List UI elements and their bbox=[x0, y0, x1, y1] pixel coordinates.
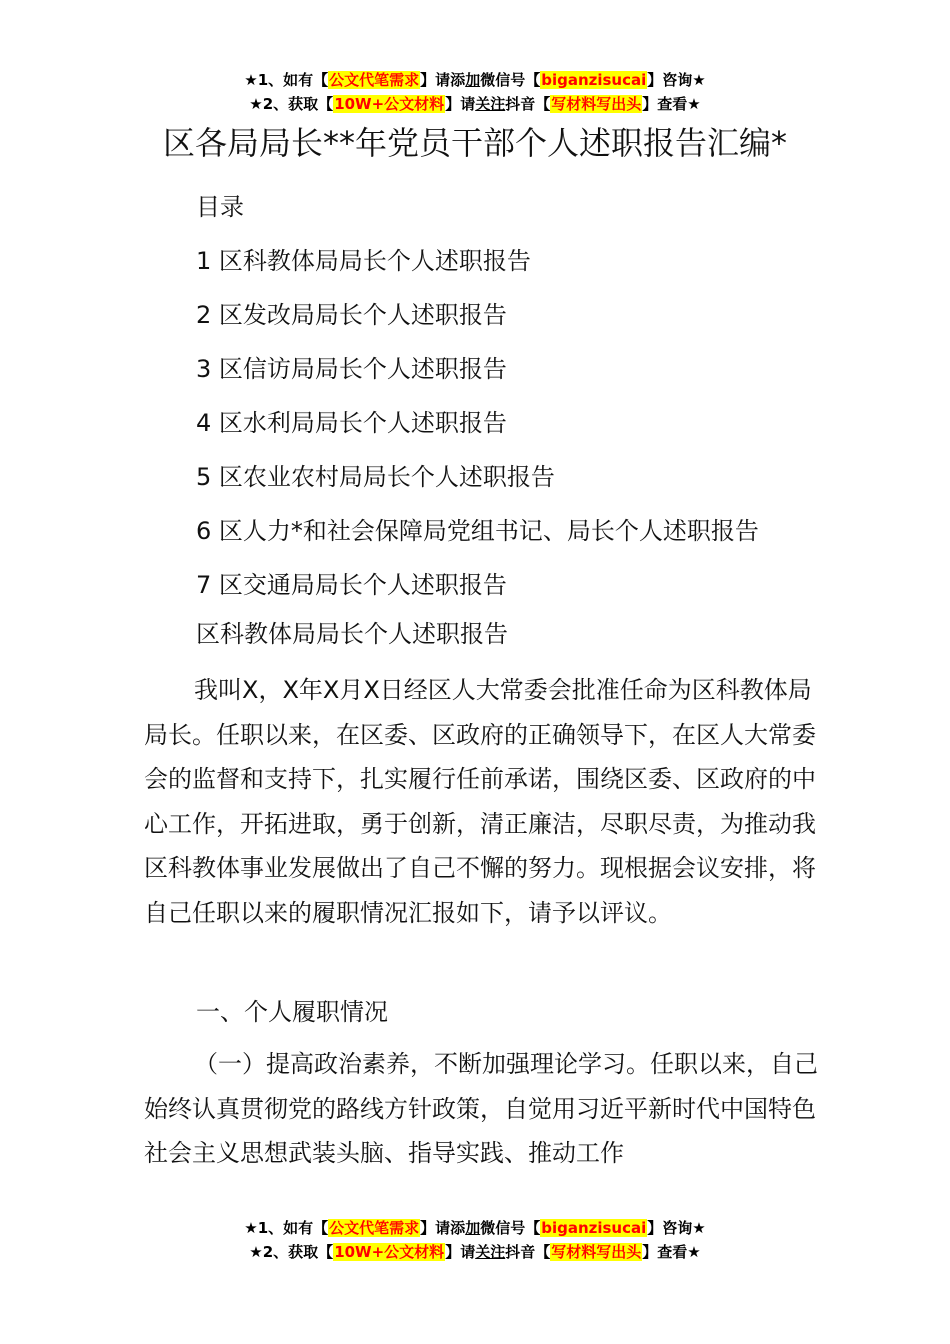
header-banner bbox=[0, 68, 950, 116]
banner-highlight: 写材料写出头 bbox=[551, 95, 642, 113]
banner-text: 抖音【 bbox=[505, 1243, 551, 1261]
banner-highlight: 写材料写出头 bbox=[551, 1243, 642, 1261]
banner-highlight: 10W+公文材料 bbox=[334, 1243, 445, 1261]
banner-emphasis: 加 bbox=[465, 1219, 481, 1237]
banner-highlight: biganzisucai bbox=[541, 1219, 647, 1237]
body-paragraph: （一）提高政治素养，不断加强理论学习。任职以来，自己始终认真贯彻党的路线方针政策，自觉用习近平新时代中国特色社会主义思想武装头脑、指导实践、推动工作 bbox=[144, 1050, 818, 1167]
toc-item: 2 区发改局局长个人述职报告 bbox=[196, 301, 507, 329]
banner-line-1: ★1、如有【公文代笔需求】请添加微信号【biganzisucai】咨询★ bbox=[244, 71, 706, 89]
banner-line-2 bbox=[0, 92, 950, 116]
banner-text: ★2、获取【 bbox=[249, 95, 334, 113]
banner-highlight: 10W+公文材料 bbox=[334, 95, 445, 113]
toc-item: 4 区水利局局长个人述职报告 bbox=[196, 409, 507, 437]
banner-text: 】查看★ bbox=[642, 1243, 701, 1261]
toc-item: 1 区科教体局局长个人述职报告 bbox=[196, 247, 531, 275]
document-title: 区各局局长**年党员干部个人述职报告汇编* bbox=[162, 124, 787, 162]
banner-text: 微信号【 bbox=[480, 1219, 541, 1237]
toc-item: 7 区交通局局长个人述职报告 bbox=[196, 571, 507, 599]
banner-highlight: 公文代笔需求 bbox=[329, 1219, 420, 1237]
banner-emphasis: 加 bbox=[465, 71, 481, 89]
banner-text: ★2、获取【 bbox=[249, 1243, 334, 1261]
banner-emphasis: 关注 bbox=[475, 1243, 506, 1261]
banner-text: ★1、如有【 bbox=[244, 1219, 329, 1237]
banner-text: 】请 bbox=[445, 1243, 476, 1261]
banner-highlight: 公文代笔需求 bbox=[329, 71, 420, 89]
banner-text: 】请 bbox=[445, 95, 476, 113]
toc-item: 5 区农业农村局局长个人述职报告 bbox=[196, 463, 555, 491]
banner-emphasis: 关注 bbox=[475, 95, 506, 113]
banner-line-1: ★1、如有【公文代笔需求】请添加微信号【biganzisucai】咨询★ bbox=[244, 1219, 706, 1237]
banner-text: 】咨询★ bbox=[647, 1219, 706, 1237]
table-of-contents bbox=[196, 180, 759, 612]
banner-text: 抖音【 bbox=[505, 95, 551, 113]
banner-line-2 bbox=[0, 1240, 950, 1264]
banner-text: 微信号【 bbox=[480, 71, 541, 89]
banner-text: 】查看★ bbox=[642, 95, 701, 113]
banner-text: 】咨询★ bbox=[647, 71, 706, 89]
body-paragraph: 我叫X，X年X月X日经区人大常委会批准任命为区科教体局局长。任职以来，在区委、区政府的正确领导下，在区人大常委会的监督和支持下，扎实履行任前承诺，围绕区委、区政府的中心工作，开拓进取，勇于创新，清正廉洁，尽职尽责，为推动我区科教体事业发展做出了自己不懈的努力。现根据会议安排，将自己任职以来的履职情况汇报如下，请予以评议。 bbox=[144, 676, 816, 927]
toc-heading: 目录 bbox=[196, 193, 244, 221]
section-title: 区科教体局局长个人述职报告 bbox=[196, 620, 508, 648]
section-heading: 一、个人履职情况 bbox=[196, 998, 388, 1026]
banner-highlight: biganzisucai bbox=[541, 71, 647, 89]
footer-banner bbox=[0, 1216, 950, 1264]
banner-text: ★1、如有【 bbox=[244, 71, 329, 89]
toc-item: 6 区人力*和社会保障局党组书记、局长个人述职报告 bbox=[196, 517, 759, 545]
toc-item: 3 区信访局局长个人述职报告 bbox=[196, 355, 507, 383]
